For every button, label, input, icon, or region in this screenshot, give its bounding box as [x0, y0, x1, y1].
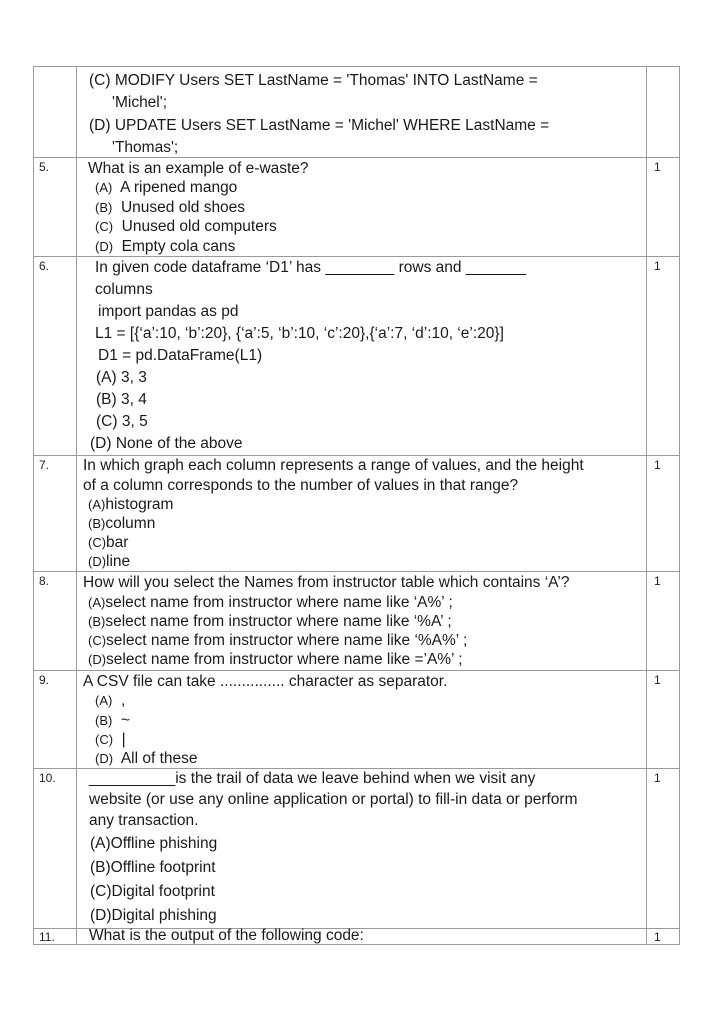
question-text-line-2: website (or use any online application or portal) to fill-in data or perform [89, 791, 578, 808]
question-text-line-1: __________is the trail of data we leave behind when we visit any [89, 770, 536, 787]
question-text-line-2: columns [95, 281, 153, 298]
option-b: (B)column [88, 515, 156, 532]
question-number: 11. [39, 930, 55, 944]
question-text-line-1: In given code dataframe ‘D1’ has ________ rows and _______ [95, 259, 527, 276]
question-text: What is an example of e-waste? [88, 160, 309, 177]
option-c: (C)bar [88, 534, 129, 551]
option-c: (C) | [95, 731, 126, 748]
marks: 1 [654, 673, 661, 687]
table-row-q10 [33, 768, 680, 928]
option-c: (C) MODIFY Users SET LastName = 'Thomas' INTO LastName = [89, 72, 538, 89]
question-number: 10. [39, 771, 56, 785]
option-a: (A)Offline phishing [90, 835, 218, 852]
question-text-line-3: any transaction. [89, 812, 199, 829]
option-a: (A)histogram [88, 496, 174, 513]
option-b: (B) 3, 4 [96, 391, 147, 408]
code-line-2: L1 = [{‘a’:10, ‘b’:20}, {‘a’:5, ‘b’:10, ‘c’:20},{‘a’:7, ‘d’:10, ‘e’:20}] [95, 325, 504, 342]
question-number: 7. [39, 458, 50, 472]
option-c: (C) Unused old computers [95, 218, 277, 235]
question-number: 6. [39, 259, 50, 273]
option-b: (B) ~ [95, 712, 131, 729]
option-a: (A) , [95, 692, 126, 709]
table-row-q7 [33, 455, 680, 571]
option-a: (A) A ripened mango [95, 179, 238, 196]
option-d: (D)Digital phishing [90, 907, 217, 924]
question-number: 5. [39, 160, 50, 174]
marks: 1 [654, 458, 661, 472]
option-b: (B)Offline footprint [90, 859, 216, 876]
option-a: (A)select name from instructor where name like ‘A%’ ; [88, 594, 453, 611]
option-d: (D)select name from instructor where name like =’A%’ ; [88, 651, 463, 668]
marks: 1 [654, 930, 661, 944]
question-text: What is the output of the following code: [89, 927, 364, 944]
option-d: (D) All of these [95, 750, 198, 767]
question-text: A CSV file can take ............... character as separator. [83, 673, 448, 690]
option-d: (D) None of the above [90, 435, 243, 452]
option-c: (C) 3, 5 [96, 413, 148, 430]
option-b: (B)select name from instructor where name like ‘%A’ ; [88, 613, 452, 630]
option-a: (A) 3, 3 [96, 369, 147, 386]
code-line-1: import pandas as pd [98, 303, 239, 320]
marks: 1 [654, 574, 661, 588]
question-text-line-1: In which graph each column represents a range of values, and the height [83, 457, 584, 474]
table-row-q5 [33, 157, 680, 256]
option-d-continued: 'Thomas'; [112, 139, 179, 156]
table-row-q6 [33, 256, 680, 455]
table-row-q9 [33, 670, 680, 768]
option-d: (D) Empty cola cans [95, 238, 236, 255]
question-number: 8. [39, 574, 50, 588]
table-row-q4-continued [33, 66, 680, 157]
marks: 1 [654, 259, 661, 273]
table-row-q11 [33, 928, 680, 945]
question-text-line-2: of a column corresponds to the number of values in that range? [83, 477, 519, 494]
option-b: (B) Unused old shoes [95, 199, 246, 216]
option-c: (C)select name from instructor where name like ‘%A%’ ; [88, 632, 468, 649]
marks: 1 [654, 160, 661, 174]
option-d: (D)line [88, 553, 131, 570]
option-c: (C)Digital footprint [90, 883, 215, 900]
option-d: (D) UPDATE Users SET LastName = 'Michel' WHERE LastName = [89, 117, 550, 134]
option-c-continued: 'Michel'; [112, 94, 168, 111]
marks: 1 [654, 771, 661, 785]
question-text: How will you select the Names from instructor table which contains ‘A’? [83, 574, 570, 591]
table-row-q8 [33, 571, 680, 670]
code-line-3: D1 = pd.DataFrame(L1) [98, 347, 263, 364]
question-number: 9. [39, 673, 50, 687]
